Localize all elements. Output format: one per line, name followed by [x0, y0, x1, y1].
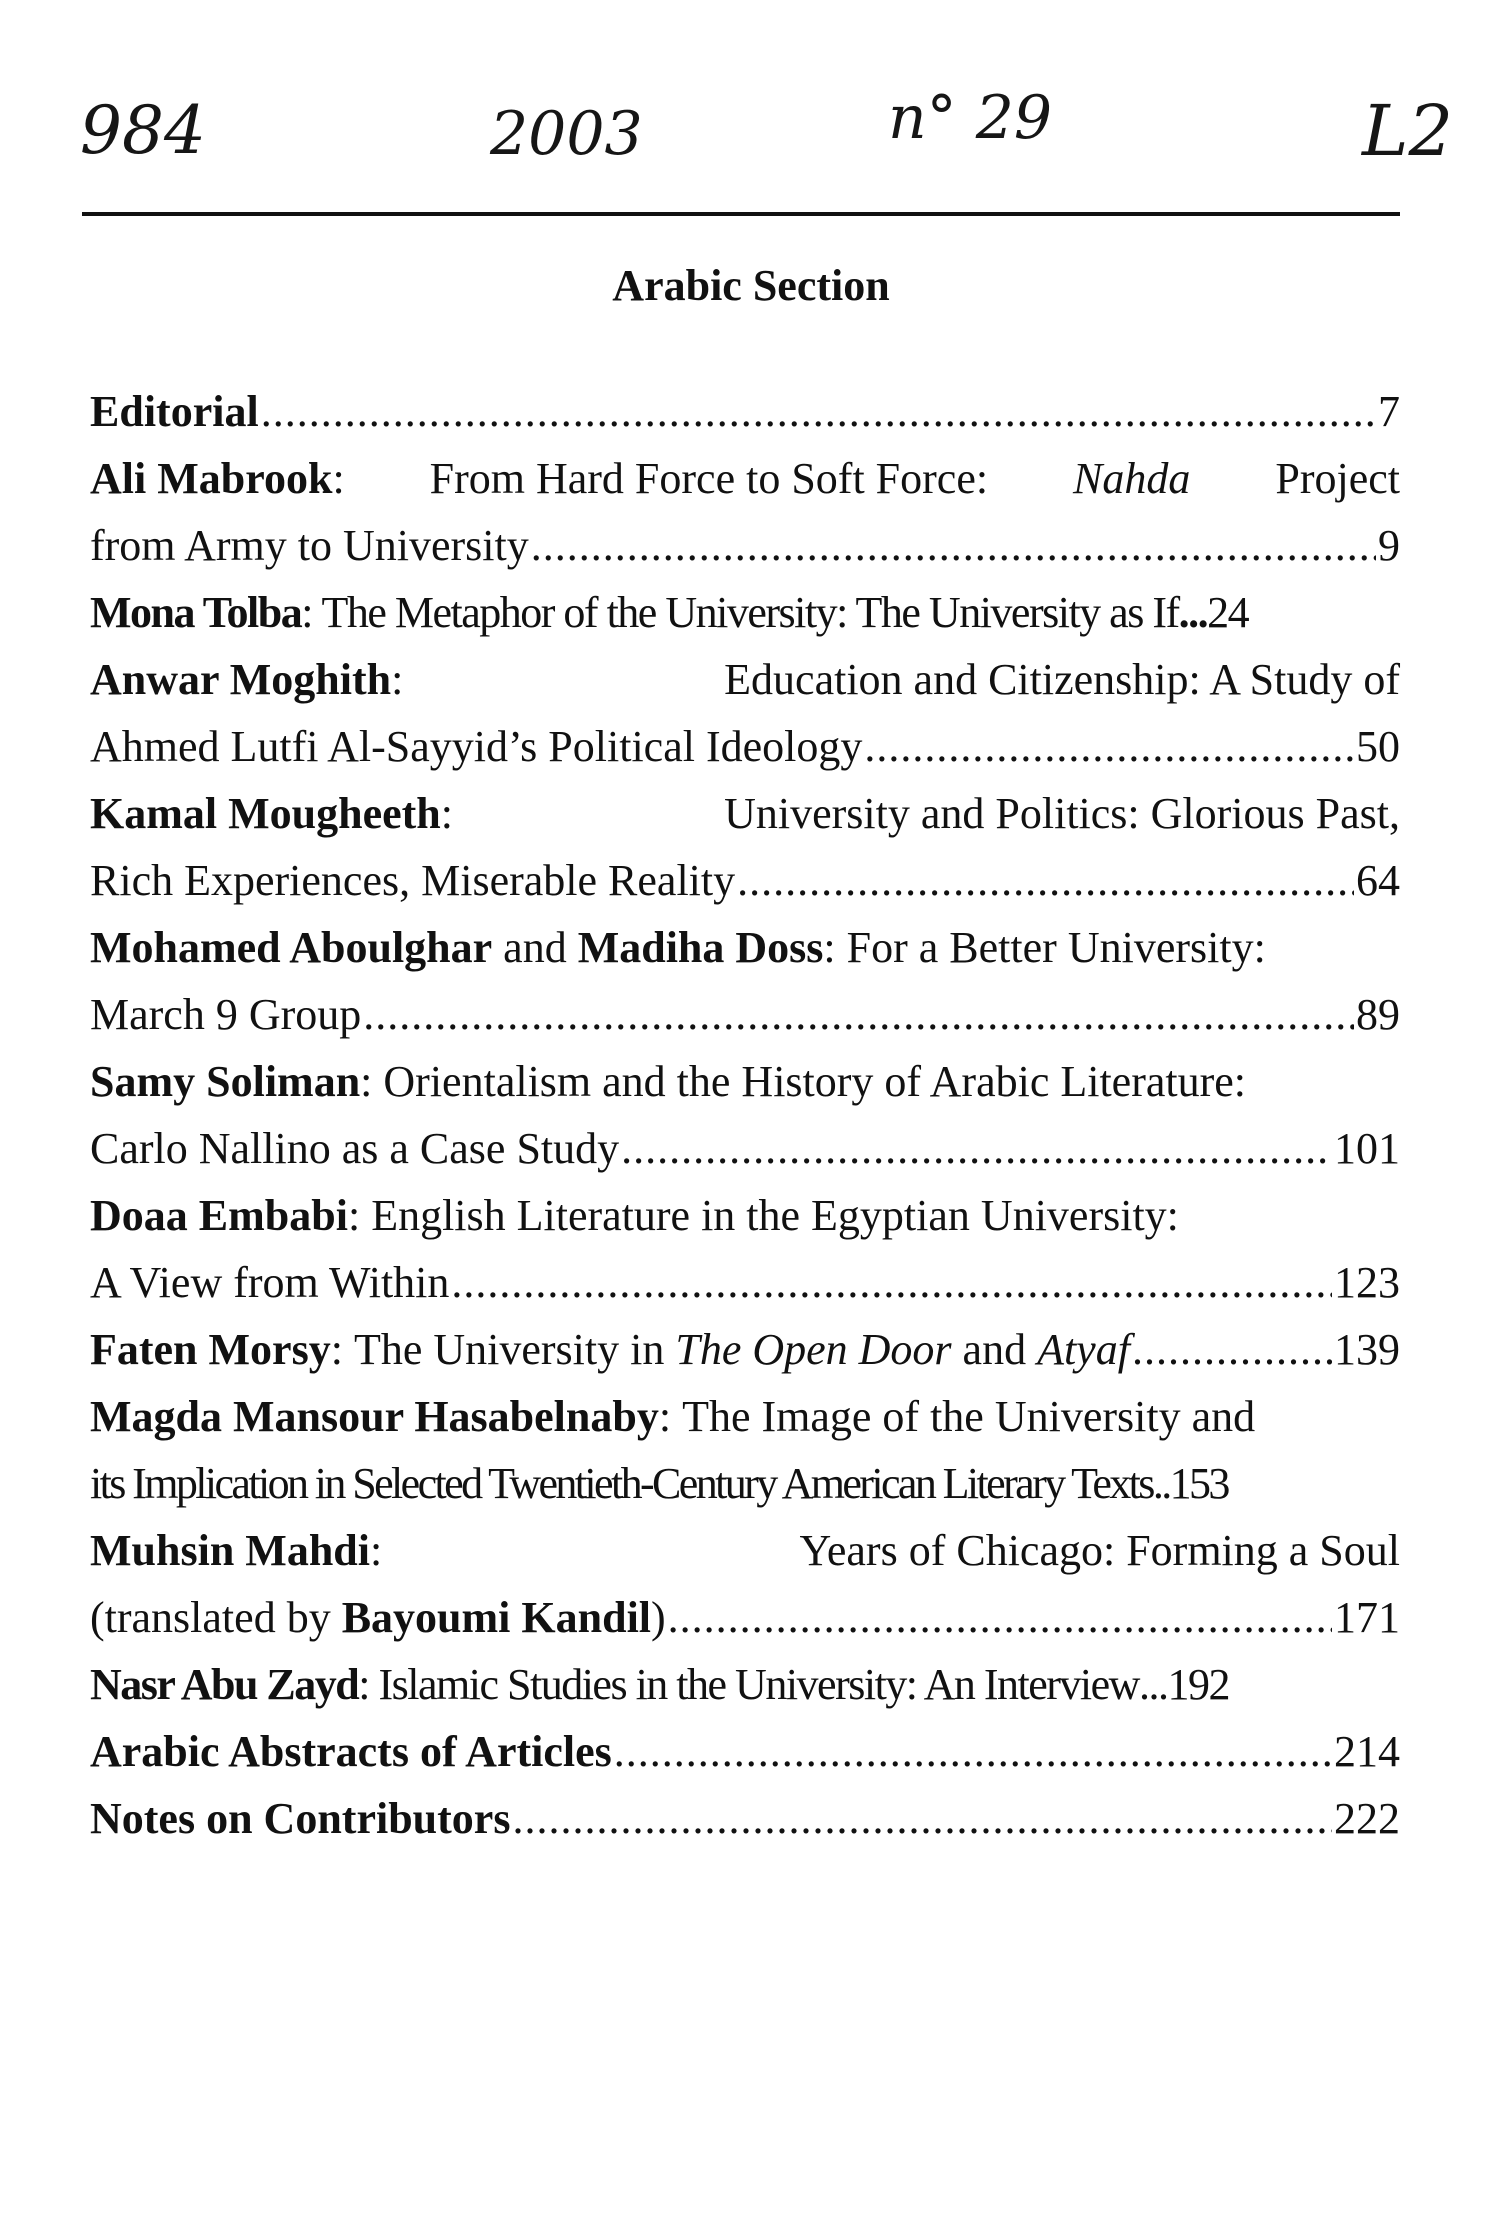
table-of-contents — [90, 378, 1400, 1852]
entry-author: Mona Tolba — [90, 588, 302, 637]
header-rule — [82, 212, 1400, 216]
entry-author: Faten Morsy — [90, 1325, 331, 1374]
page-number: 9 — [1378, 521, 1400, 570]
entry-title: For a Better University: — [846, 923, 1266, 972]
entry-translator-suffix: ) — [651, 1593, 666, 1642]
entry-title: Editorial — [90, 387, 259, 436]
toc-entry-editorial — [90, 378, 1400, 445]
entry-conjunction: and — [962, 1325, 1027, 1374]
entry-conjunction: and — [503, 923, 567, 972]
entry-title: A View from Within — [90, 1258, 450, 1307]
page-number: 101 — [1334, 1124, 1400, 1173]
entry-title: Project — [1275, 454, 1400, 503]
toc-entry: Nasr Abu Zayd : Islamic Studies in the University: An Interview ... 192 — [90, 1651, 1400, 1718]
page-number: 64 — [1356, 856, 1400, 905]
leader-dots — [737, 847, 1354, 914]
leader-dots — [1132, 1316, 1332, 1383]
page-number: 192 — [1167, 1660, 1229, 1709]
entry-translator: Bayoumi Kandil — [341, 1593, 652, 1642]
entry-author: Ali Mabrook — [90, 454, 333, 503]
toc-entry: Mona Tolba : The Metaphor of the University: The University as If ... 24 — [90, 579, 1400, 646]
entry-title-italic: Atyaf — [1037, 1325, 1130, 1374]
toc-entry: Muhsin Mahdi: Years of Chicago: Forming a Soul (translated by Bayoumi Kandil ) . . . 171 — [90, 1517, 1400, 1651]
leader-dots — [668, 1584, 1332, 1651]
leader-dots — [512, 1785, 1332, 1852]
leader-dots — [531, 512, 1376, 579]
page-number: 7 — [1378, 387, 1400, 436]
entry-title: University and Politics: Glorious Past, — [724, 789, 1400, 838]
leader-dots — [614, 1718, 1332, 1785]
entry-title: Education and Citizenship: A Study of — [724, 655, 1400, 704]
leader-dots — [451, 1249, 1332, 1316]
entry-title: Orientalism and the History of Arabic Literature: — [383, 1057, 1247, 1106]
leader-dots — [864, 713, 1354, 780]
entry-title: Notes on Contributors — [90, 1794, 511, 1843]
entry-title: The University in — [353, 1325, 665, 1374]
page-number: 139 — [1334, 1325, 1400, 1374]
entry-author: Kamal Mougheeth — [90, 789, 441, 838]
entry-title: March 9 Group — [90, 990, 362, 1039]
toc-entry: Mohamed Aboulghar and Madiha Doss : For a Better University: March 9 Group . . . 89 — [90, 914, 1400, 1048]
toc-entry: Magda Mansour Hasabelnaby : The Image of the University and its Implication in Selected Twentieth-Century American Literary Texts .. 153 — [90, 1383, 1400, 1517]
entry-title: Arabic Abstracts of Articles — [90, 1727, 612, 1776]
entry-title: From Hard Force to Soft Force: — [429, 454, 989, 503]
page-number: 222 — [1334, 1794, 1400, 1843]
entry-author: Anwar Moghith — [90, 655, 392, 704]
leader-dots — [261, 378, 1376, 445]
toc-entry: Anwar Moghith: Education and Citizenship: A Study of Ahmed Lutfi Al-Sayyid’s Political Ideology . . . 50 — [90, 646, 1400, 780]
toc-entry-contributors — [90, 1785, 1400, 1852]
entry-author: Nasr Abu Zayd — [90, 1660, 359, 1709]
page-number: 24 — [1207, 588, 1249, 637]
toc-entry: Faten Morsy : The University in The Open Door and Atyaf . . . 139 — [90, 1316, 1400, 1383]
entry-title: from Army to University — [90, 521, 529, 570]
handwritten-call-number: 984 — [80, 92, 206, 169]
entry-author: Magda Mansour Hasabelnaby — [90, 1392, 659, 1441]
toc-entry: Kamal Mougheeth: University and Politics: Glorious Past, Rich Experiences, Miserable Reality . . . 64 — [90, 780, 1400, 914]
entry-title: English Literature in the Egyptian University: — [371, 1191, 1179, 1240]
entry-author: Samy Soliman — [90, 1057, 361, 1106]
entry-title-italic: Nahda — [1073, 454, 1191, 503]
leader-dots — [621, 1115, 1332, 1182]
entry-title: Ahmed Lutfi Al-Sayyid’s Political Ideology — [90, 722, 863, 771]
leader-dots — [363, 981, 1354, 1048]
handwritten-mark: L2 — [1362, 90, 1454, 172]
entry-title: Rich Experiences, Miserable Reality — [90, 856, 736, 905]
entry-author: Mohamed Aboulghar — [90, 923, 493, 972]
entry-title: Years of Chicago: Forming a Soul — [799, 1526, 1400, 1575]
page-number: 50 — [1356, 722, 1400, 771]
page-number: 214 — [1334, 1727, 1400, 1776]
entry-title: The Image of the University and — [682, 1392, 1256, 1441]
toc-entry: Samy Soliman : Orientalism and the History of Arabic Literature: Carlo Nallino as a Case Study . . . 101 — [90, 1048, 1400, 1182]
entry-author: Madiha Doss — [577, 923, 824, 972]
entry-author: Doaa Embabi — [90, 1191, 348, 1240]
entry-title-italic: The Open Door — [675, 1325, 952, 1374]
section-title: Arabic Section — [612, 261, 890, 310]
toc-entry-abstracts — [90, 1718, 1400, 1785]
handwritten-year: 2003 — [490, 99, 643, 169]
entry-title: Islamic Studies in the University: An Interview — [378, 1660, 1139, 1709]
page-number: 89 — [1356, 990, 1400, 1039]
entry-title: Carlo Nallino as a Case Study — [90, 1124, 620, 1173]
entry-title: its Implication in Selected Twentieth-Century American Literary Texts — [90, 1459, 1153, 1508]
page-number: 123 — [1334, 1258, 1400, 1307]
page-number: 171 — [1334, 1593, 1400, 1642]
page-number: 153 — [1169, 1459, 1228, 1508]
toc-entry: Ali Mabrook: From Hard Force to Soft Force: Nahda Project from Army to University . . . 9 — [90, 445, 1400, 579]
handwritten-issue: n° 29 — [888, 83, 1053, 153]
entry-title: The Metaphor of the University: The University as If — [321, 588, 1179, 637]
toc-entry: Doaa Embabi : English Literature in the Egyptian University: A View from Within . . . 123 — [90, 1182, 1400, 1316]
entry-author: Muhsin Mahdi — [90, 1526, 370, 1575]
entry-translator-prefix: (translated by — [90, 1593, 331, 1642]
